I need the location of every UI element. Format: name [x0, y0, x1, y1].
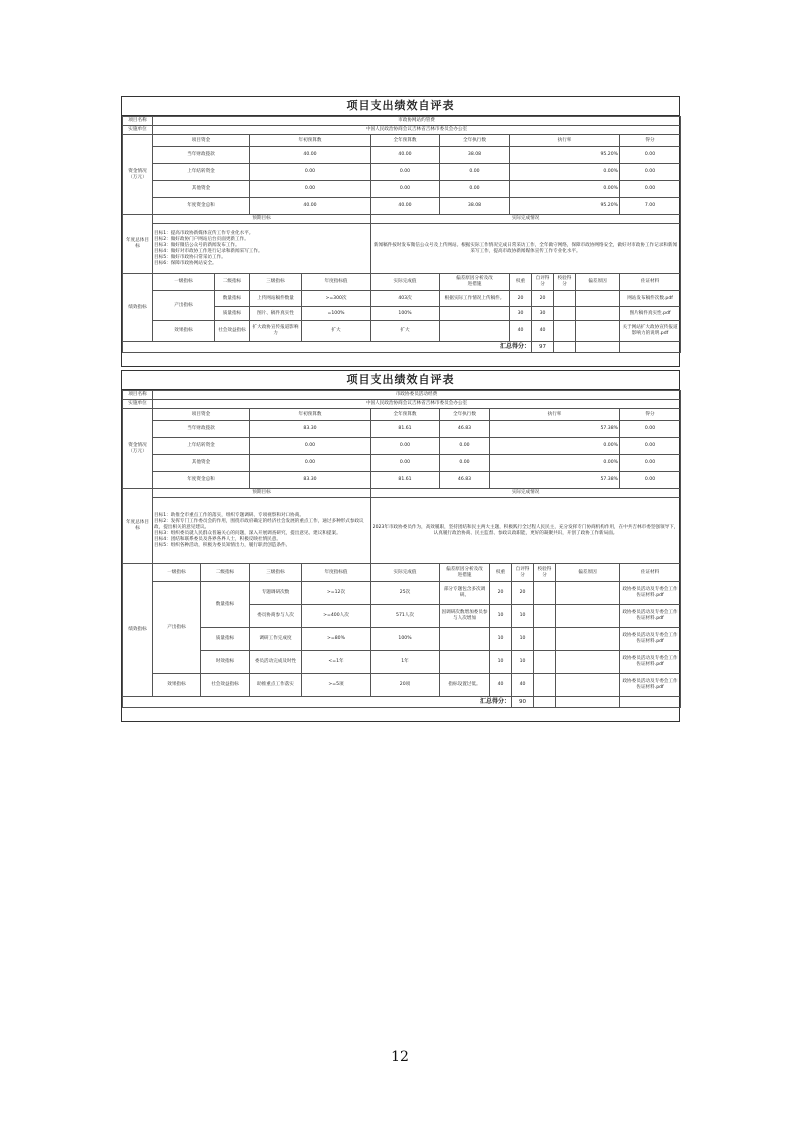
indicator-row: 产出指标 数量指标 上传网站稿件数量 >=300次 403次 根据实际工作情况上传稿件。 20 20 网站发布稿件次数.pdf [123, 291, 681, 307]
col-full-exec: 全年执行数 [440, 409, 490, 421]
actual-result-header: 实际完成情况 [371, 215, 681, 224]
page-number: 12 [391, 1049, 409, 1065]
total-score-value: 90 [512, 697, 534, 708]
project-name-value: 市政协网站约管费 [153, 117, 681, 126]
impl-unit-label: 实施单位 [123, 126, 153, 135]
indicator-row: 质量指标 图片、稿件真实性 =100% 100% 30 30 图片稿件真实性.pdf [123, 307, 681, 321]
sheet-title: 项目支出绩效自评表 [122, 371, 679, 390]
performance-label: 绩效指标 [123, 564, 153, 697]
total-score-label: 汇总得分： [123, 342, 532, 353]
performance-label: 绩效指标 [123, 274, 153, 342]
indicator-row: 委员协商参与人次 >=400人次 571人次 因调研次数增加委员参与人次增加 10 10 政协委员活动及专委会工作佐证材料.pdf [123, 605, 681, 628]
indicator-row: 效果指标 社会效益指标 助推重点工作落实 >=5项 20项 指标设置过低。 40 40 政协委员活动及专委会工作佐证材料.pdf [123, 674, 681, 697]
impl-unit-value: 中国人民政治协商会议吉林省吉林市委员会办公室 [153, 400, 681, 409]
actual-result-text: 新闻稿件按时发布微信公众号及上传网站。根据实际工作情况完成日常采访工作，全年做守网络，保障市政协网络安全，做好对市政协工作记录和新闻采写工作，提高市政协新闻媒体宣传工作专业化水平。 [371, 224, 681, 274]
total-score-value: 97 [532, 342, 554, 353]
annual-goal-label: 年度总体目 标 [123, 215, 153, 274]
indicator-row: 效果指标 社会效益指标 扩大政协宣传报道影响力 扩大 扩大 40 40 关于网站扩大政协宣传报道影响力的说明.pdf [123, 321, 681, 342]
fund-row: 当年财政拨款 40.00 40.00 38.08 95.20% 0.00 [123, 147, 681, 164]
col-full-exec: 全年执行数 [440, 135, 510, 147]
indicator-row: 时效指标 委员活动完成及时性 <=1年 1年 10 10 政协委员活动及专委会工作佐证材料.pdf [123, 651, 681, 674]
impl-unit-label: 实施单位 [123, 400, 153, 409]
indicator-row: 产出指标 数量指标 专题调研次数 >=12次 25次 部分专题包含多次调研。 20 20 政协委员活动及专委会工作佐证材料.pdf [123, 582, 681, 605]
evaluation-sheet-2 [121, 370, 680, 722]
funds-label: 资金情况 （万元） [123, 409, 153, 489]
total-score-label: 汇总得分： [123, 697, 512, 708]
fund-row: 年度资金总和 83.30 81.61 46.83 57.38% 0.00 [123, 472, 681, 489]
fund-row: 年度资金总和 40.00 40.00 38.08 95.20% 7.00 [123, 198, 681, 215]
col-score: 得分 [620, 409, 681, 421]
expected-goal-text: 目标1：助推全市重点工作的落实，组织专题调研、专项视察和对口协商。 目标2：发挥专门工作委员会的作用，围绕市政府确定的经济社会发展的重点工作，通过多种形式参政议政，提出相关的意见建议。 目标3：组织委员就人民群众普遍关心的问题，深入开展调查研究，提出意见、建议和提案。 目标4：团结和联系委员及各界各界人士，积极反映社情民意。 目标5：组织各种活动，积极为委员知情出力，履行职责创造条件。 [153, 498, 371, 564]
col-full-budget: 全年预算数 [371, 409, 440, 421]
fund-row: 其他资金 0.00 0.00 0.00 0.00% 0.00 [123, 181, 681, 198]
expected-goal-header: 预期目标 [153, 489, 371, 498]
indicator-row: 质量指标 调研工作完成度 >=80% 100% 10 10 政协委员活动及专委会工作佐证材料.pdf [123, 628, 681, 651]
actual-result-text: 2023年市政协委员作为，高效履职，坚持团结和民主两大主题，积极践行全过程人民民主，充分发挥专门协商机构作用，在中共吉林市委坚强领导下，认真履行政治协商、民主监督、参政议政职能，更好的凝聚共识，开创了政协工作新局面。 [371, 498, 681, 564]
fund-row: 上年结转资金 0.00 0.00 0.00 0.00% 0.00 [123, 438, 681, 455]
col-project-funds: 项目资金 [153, 135, 250, 147]
col-project-funds: 项目资金 [153, 409, 250, 421]
expected-goal-header: 预期目标 [153, 215, 371, 224]
col-exec-rate: 执行率 [490, 409, 620, 421]
annual-goal-label: 年度总体目 标 [123, 489, 153, 564]
actual-result-header: 实际完成情况 [371, 489, 681, 498]
expected-goal-text: 目标1：提高市政协新媒体宣传工作专业化水平。 目标2：做好政协门户网站后台页面更新工作。 目标3：做好微信公众号的新闻发布工作。 目标4：做好对市政协工作进行记录和新闻采写工作。 目标5：做好市政协日常采访工作。 目标6：保障市政协网站安全。 [153, 224, 371, 274]
evaluation-sheet-1 [121, 96, 680, 367]
evaluation-table: 项目名称 市政协网站约管费 实施单位 中国人民政治协商会议吉林省吉林市委员会办公室 资金情况 （万元） 项目资金 年初预算数 全年预算数 全年执行数 执行率 得分 当年财政拨款 40.00 40.00 38.08 95.20% 0.00 上年结转资金 0.00 0.00 0.00 0.00% 0.00 其他资金 0.00 0.00 0.00 0.00% 0.00 年度资金总和 40.00 40.00 38.08 95.20% 7.00 年度总体目 标 预期目标 实际完成情况 目标1：提高市政协新媒体宣传工作专业化水平。 目标2：做好政协门户网站后台页面更新工作。 目标3：做好微信公众号的新闻发布工作。 目标4：做好对市政协工作进行记录和新闻采写工作。 目标5：做好市政协日常采访工作。 目标6：保障市政协网站安全。 新闻稿件按时发布微信公众号及上传网站。根据实际工作情况完成日常采访工作，全年做守网络，保障市政协网络安全，做好对市政协工作记录和新闻采写工作，提高市政协新闻媒体宣传工作专业化水平。 绩效指标 一级指标 二级指标 三级指标 年度指标值 实际完成值 偏差原因分析及改 进措施 权重 自评得 分 校验得 分 偏差原因 佐证材料 产出指标 数量指标 上传网站稿件数量 >=300次 403次 根据实际工作情况上传稿件。 20 20 网站发布稿件次数.pdf 质量指标 图片、稿件真实性 =100% 100% 30 30 图片稿件真实性.pdf 效果指标 社会效益指标 扩大政协宣传报道影响力 扩大 扩大 40 40 关于网站扩大政协宣传报道影响力的说明.pdf 汇总得分： 97 [122, 116, 681, 353]
sheet-title: 项目支出绩效自评表 [122, 97, 679, 116]
fund-row: 其他资金 0.00 0.00 0.00 0.00% 0.00 [123, 455, 681, 472]
col-full-budget: 全年预算数 [371, 135, 440, 147]
project-name-label: 项目名称 [123, 391, 153, 400]
evaluation-table: 项目名称 市政协委员活动经费 实施单位 中国人民政治协商会议吉林省吉林市委员会办公室 资金情况 （万元） 项目资金 年初预算数 全年预算数 全年执行数 执行率 得分 当年财政拨款 83.30 81.61 46.83 57.38% 0.00 上年结转资金 0.00 0.00 0.00 0.00% 0.00 其他资金 0.00 0.00 0.00 0.00% 0.00 年度资金总和 83.30 81.61 46.83 57.38% 0.00 年度总体目 标 预期目标 实际完成情况 目标1：助推全市重点工作的落实，组织专题调研、专项视察和对口协商。 目标2：发挥专门工作委员会的作用，围绕市政府确定的经济社会发展的重点工作，通过多种形式参政议政，提出相关的意见建议。 目标3：组织委员就人民群众普遍关心的问题，深入开展调查研究，提出意见、建议和提案。 目标4：团结和联系委员及各界各界人士，积极反映社情民意。 目标5：组织各种活动，积极为委员知情出力，履行职责创造条件。 2023年市政协委员作为，高效履职，坚持团结和民主两大主题，积极践行全过程人民民主，充分发挥专门协商机构作用，在中共吉林市委坚强领导下，认真履行政治协商、民主监督、参政议政职能，更好的凝聚共识，开创了政协工作新局面。 绩效指标 一级指标 二级指标 三级指标 年度指标值 实际完成值 偏差原因分析及改 进措施 权重 自评得 分 校验得 分 偏差原因 佐证材料 产出指标 数量指标 专题调研次数 >=12次 25次 部分专题包含多次调研。 20 20 政协委员活动及专委会工作佐证材料.pdf 委员协商参与人次 >=400人次 571人次 因调研次数增加委员参与人次增加 10 10 政协委员活动及专委会工作佐证材料.pdf 质量指标 调研工作完成度 >=80% 100% 10 10 政协委员活动及专委会工作佐证材料.pdf 时效指标 委员活动完成及时性 <=1年 1年 10 10 政协委员活动及专委会工作佐证材料.pdf 效果指标 社会效益指标 助推重点工作落实 >=5项 20项 指标设置过低。 40 40 政协委员活动及专委会工作佐证材料.pdf 汇总得分： 90 [122, 390, 681, 708]
impl-unit-value: 中国人民政治协商会议吉林省吉林市委员会办公室 [153, 126, 681, 135]
col-initial-budget: 年初预算数 [250, 135, 371, 147]
fund-row: 上年结转资金 0.00 0.00 0.00 0.00% 0.00 [123, 164, 681, 181]
col-score: 得分 [620, 135, 681, 147]
project-name-value: 市政协委员活动经费 [153, 391, 681, 400]
col-initial-budget: 年初预算数 [250, 409, 371, 421]
col-exec-rate: 执行率 [510, 135, 620, 147]
project-name-label: 项目名称 [123, 117, 153, 126]
fund-row: 当年财政拨款 83.30 81.61 46.83 57.38% 0.00 [123, 421, 681, 438]
funds-label: 资金情况 （万元） [123, 135, 153, 215]
